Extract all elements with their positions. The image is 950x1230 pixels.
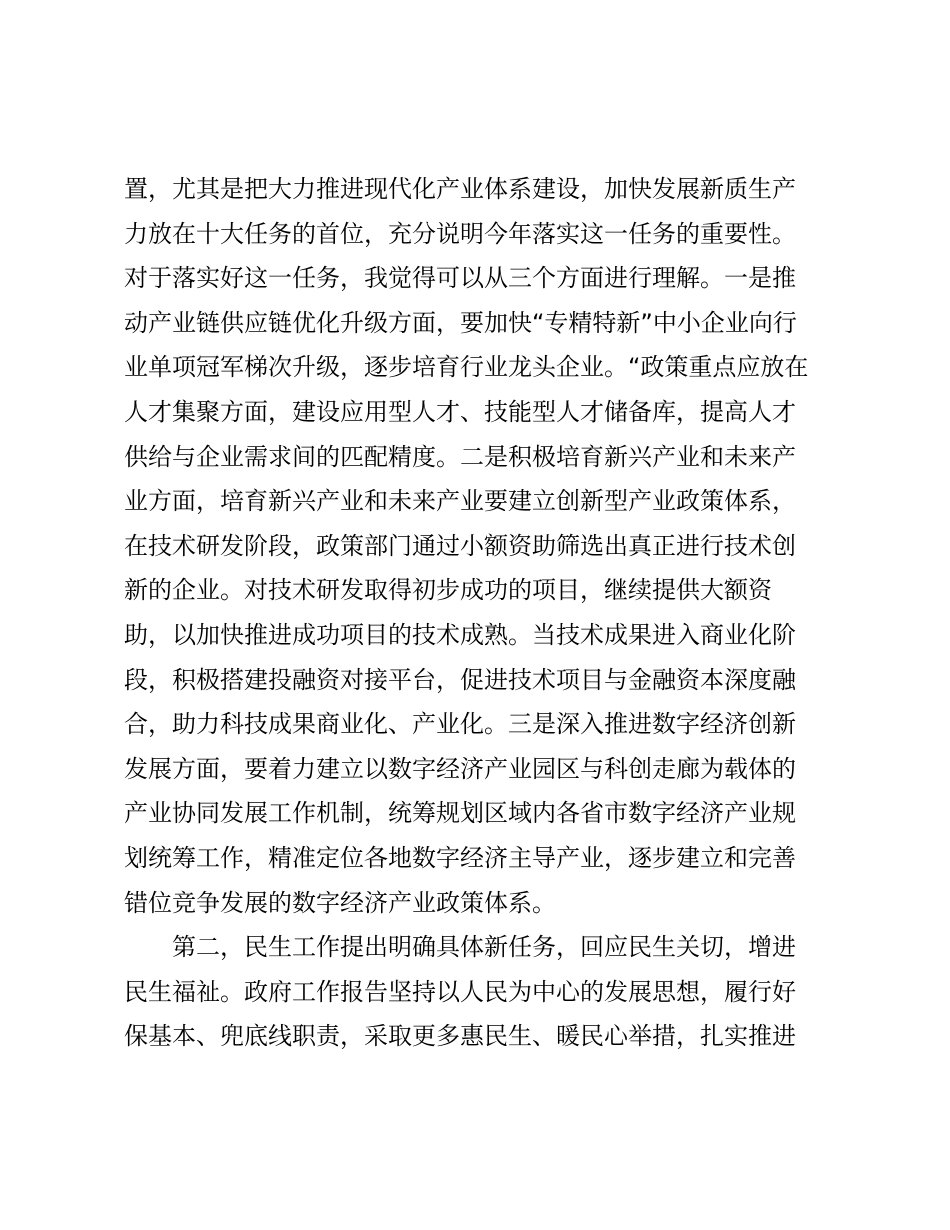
text-line: 发展方面，要着力建立以数字经济产业园区与科创走廊为载体的 bbox=[124, 754, 796, 783]
text-line: 业方面，培育新兴产业和未来产业要建立创新型产业政策体系， bbox=[124, 487, 796, 516]
text-line: 段，积极搭建投融资对接平台，促进技术项目与金融资本深度融 bbox=[124, 665, 796, 694]
text-line: 力放在十大任务的首位，充分说明今年落实这一任务的重要性。 bbox=[124, 219, 796, 248]
body-text bbox=[124, 167, 844, 1059]
text-line: 新的企业。对技术研发取得初步成功的项目，继续提供大额资 bbox=[124, 576, 772, 605]
text-line: 对于落实好这一任务，我觉得可以从三个方面进行理解。一是推 bbox=[124, 264, 796, 293]
text-line: 划统筹工作，精准定位各地数字经济主导产业，逐步建立和完善 bbox=[124, 843, 796, 872]
text-line: 在技术研发阶段，政策部门通过小额资助筛选出真正进行技术创 bbox=[124, 531, 796, 560]
text-line: 置，尤其是把大力推进现代化产业体系建设，加快发展新质生产 bbox=[124, 175, 796, 203]
text-line: 保基本、兜底线职责，采取更多惠民生、暖民心举措，扎实推进 bbox=[124, 1022, 796, 1051]
text-line: 供给与企业需求间的匹配精度。二是积极培育新兴产业和未来产 bbox=[124, 442, 796, 471]
text-line: 人才集聚方面，建设应用型人才、技能型人才储备库，提高人才 bbox=[124, 397, 796, 426]
text-line: 合，助力科技成果商业化、产业化。三是深入推进数字经济创新 bbox=[124, 710, 796, 739]
paragraph-start-line: 第二，民生工作提出明确具体新任务，回应民生关切，增进 bbox=[172, 933, 796, 962]
text-line: 产业协同发展工作机制，统筹规划区域内各省市数字经济产业规 bbox=[124, 799, 796, 828]
text-line: 动产业链供应链优化升级方面，要加快“专精特新”中小企业向行 bbox=[124, 308, 797, 337]
text-line: 助，以加快推进成功项目的技术成熟。当技术成果进入商业化阶 bbox=[124, 620, 796, 649]
text-line: 业单项冠军梯次升级，逐步培育行业龙头企业。“政策重点应放在 bbox=[124, 353, 809, 382]
text-line: 错位竞争发展的数字经济产业政策体系。 bbox=[124, 888, 556, 917]
text-line: 民生福祉。政府工作报告坚持以人民为中心的发展思想，履行好 bbox=[124, 977, 796, 1006]
